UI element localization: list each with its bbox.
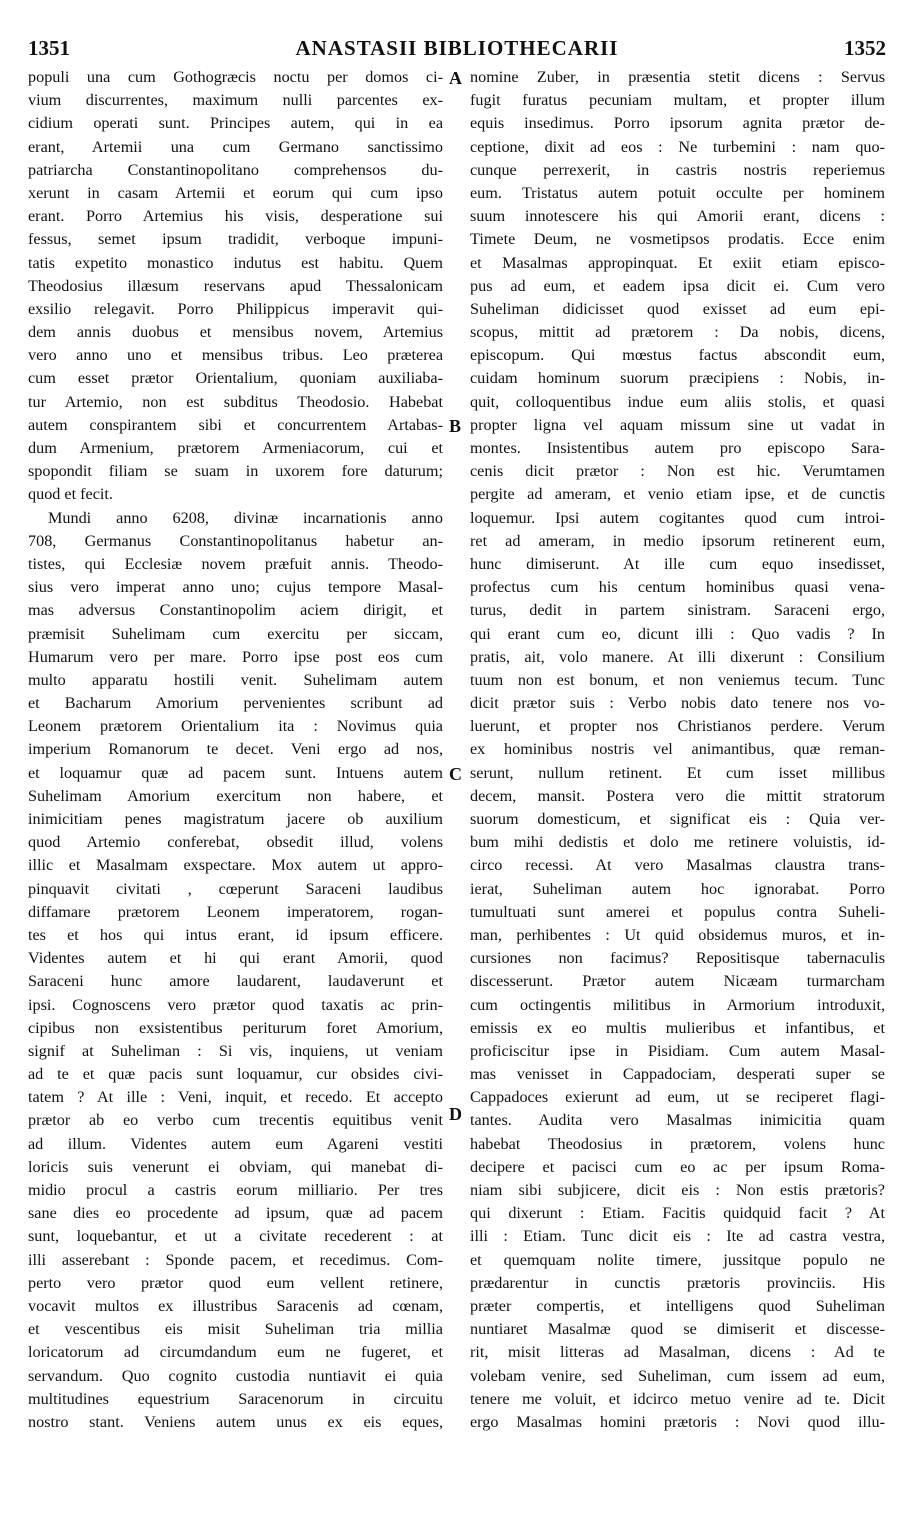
text-line: turus, dedit in partem sinistram. Saraceni ergo, xyxy=(470,601,885,620)
text-line: Cappadoces exierunt ad eum, ut se reciperet flagi- xyxy=(470,1088,885,1107)
text-line: multitudines equestrium Saracenorum in circuitu xyxy=(28,1389,443,1408)
text-line: dem annis duobus et mensibus novem, Artemius xyxy=(28,323,443,342)
text-line: tatem ? At ille : Veni, inquit, et recedo. Et accepto xyxy=(28,1088,443,1107)
text-line: nostro stant. Veniens autem unus ex eis eques, xyxy=(28,1412,443,1431)
text-line: erant. Porro Artemius his visis, desperatione sui xyxy=(28,207,443,226)
text-line: patriarcha Constantinopolitano comprehensos du- xyxy=(28,160,443,179)
text-line: imperium Romanorum te decet. Veni ergo ad nos, xyxy=(28,740,443,759)
text-line: suorum domesticum, et significat eis : Quia ver- xyxy=(470,810,885,828)
text-line: serunt, nullum retinent. Et cum isset millibus xyxy=(470,763,885,782)
text-line: hunc dimiserunt. At ille cum equo insedisset, xyxy=(470,554,885,573)
text-line: cidium operati sunt. Principes autem, qui in ea xyxy=(28,114,443,133)
text-line: loquemur. Ipsi autem cogitantes quod cum introi- xyxy=(470,508,885,527)
text-line: signif at Suheliman : Si vis, inquiens, ut veniam xyxy=(28,1041,443,1060)
text-line: Saraceni hunc amore laudarent, laudaverunt et xyxy=(28,972,443,991)
text-line: et Bacharum Amorium pervenientes scribunt ad xyxy=(28,694,443,713)
text-line: Timete Deum, ne vosmetipsos prodatis. Ecce enim xyxy=(470,230,885,249)
text-line: prædarentur in cunctis prætoris provinciis. His xyxy=(470,1273,885,1292)
text-line: bum mihi dedistis et dolo me retinere voluistis, id- xyxy=(470,833,885,852)
text-line: illi asserebant : Sponde pacem, et recedimus. Com- xyxy=(28,1250,443,1269)
text-line: equis insedimus. Porro ipsorum agnita prætor de- xyxy=(470,114,885,133)
text-line: episcopum. Qui mœstus factus abscondit eum, xyxy=(470,346,885,365)
text-line: propter ligna vel aquam missum sine ut vadat in xyxy=(470,415,885,434)
text-line: præter compertis, et intelligens quod Suheliman xyxy=(470,1296,885,1315)
text-line: ad te et quæ pacis sunt loquamur, cur obsides civi- xyxy=(28,1065,443,1084)
text-line: Theodosius illæsum reservans apud Thessalonicam xyxy=(28,276,443,295)
text-line: Suheliman didicisset quod exisset ad eum epi- xyxy=(470,299,885,318)
text-line: servandum. Quo cognito custodia nuntiavit ei quia xyxy=(28,1366,443,1385)
text-line: montes. Insistentibus autem pro episcopo Sara- xyxy=(470,439,885,457)
text-line: qui dixerunt : Etiam. Facitis quidquid facit ? At xyxy=(470,1204,885,1223)
margin-marker-a: A xyxy=(449,68,462,88)
text-line: perto vero prætor quod eum vellent retinere, xyxy=(28,1273,443,1292)
text-line: luerunt, et propter nos Christianos perdere. Verum xyxy=(470,717,885,736)
text-line: pergite ad ameram, et venio etiam ipse, et de cunctis xyxy=(470,485,885,504)
text-line: pus ad eum, et eadem ipsa dicit ei. Cum vero xyxy=(470,276,885,295)
text-line: cuidam hominum suorum præcipiens : Nobis, in- xyxy=(470,369,885,388)
text-line: Humarum vero per mare. Porro ipse post eos cum xyxy=(28,647,443,666)
text-line: loricis suis venerunt ei obviam, qui manebat di- xyxy=(28,1157,443,1176)
text-line: erant, Artemii una cum Germano sanctissimo xyxy=(28,137,443,156)
text-line: et loquamur quæ ad pacem sunt. Intuens autem xyxy=(28,763,443,782)
text-line: midio procul a castris eorum milliario. Per tres xyxy=(28,1181,443,1199)
running-title: ANASTASII BIBLIOTHECARII xyxy=(295,36,619,60)
text-line: quit, colloquentibus indue eum aliis stolis, et quasi xyxy=(470,392,885,411)
text-line: tumultuati sunt amerei et populus contra Suheli- xyxy=(470,902,885,921)
left-page-number: 1351 xyxy=(28,36,70,60)
text-line: cenis dicit prætor : Non est hic. Verumtamen xyxy=(470,462,885,481)
text-line: emissis ex eo multis mulieribus et infantibus, et xyxy=(470,1018,885,1037)
text-line: suum innotescere his qui Amorii erant, dicens : xyxy=(470,207,885,226)
text-line: dum Armenium, prætorem Armeniacorum, cui et xyxy=(28,439,443,457)
text-line: rit, misit litteras ad Masalman, dicens : Ad te xyxy=(470,1343,885,1362)
text-line: proficiscitur ipse in Pisidiam. Cum autem Masal- xyxy=(470,1041,885,1060)
text-line: profectus cum his centum hominibus quasi vena- xyxy=(470,578,885,597)
text-line: nuntiaret Masalmæ quod se dimiserit et discesse- xyxy=(470,1320,885,1339)
text-line: mas venisset in Cappadociam, desperati super se xyxy=(470,1065,885,1084)
text-line: ceptione, dixit ad eos : Ne turbemini : nam quo- xyxy=(470,137,885,156)
margin-marker-b: B xyxy=(449,416,462,436)
text-line: pratis, ait, volo manere. At illi dixerunt : Consilium xyxy=(470,647,885,666)
text-line: tuum non est bonum, et non veniemus tecum. Tunc xyxy=(470,670,885,689)
text-line: tur Artemio, non est subditus Theodosio. Habebat xyxy=(28,392,443,411)
text-line: præmisit Suhelimam cum exercitu per siccam, xyxy=(28,624,443,643)
text-line: volebam venire, sed Suheliman, cum issem ad eum, xyxy=(470,1366,885,1385)
text-line: ad illum. Videntes autem eum Agareni vestiti xyxy=(28,1134,443,1153)
text-line: sius vero imperat anno uno; cujus tempore Masal- xyxy=(28,578,443,597)
text-line: mas adversus Constantinopolim aciem dirigit, et xyxy=(28,601,443,620)
text-line: decipere et pacisci cum eo ac per ipsum Roma- xyxy=(470,1157,885,1176)
text-line: sane dies eo procedente ad ipsum, quæ ad pacem xyxy=(28,1204,443,1223)
text-line: illic et Masalmam exspectare. Mox autem ut appro- xyxy=(28,856,443,875)
text-line: cursiones non facimus? Repositisque tabernaculis xyxy=(470,949,885,968)
text-line: qui erant cum eo, dicunt illi : Quo vadis ? In xyxy=(470,624,885,643)
text-line: circo recessi. At vero Masalmas claustra trans- xyxy=(470,856,885,875)
text-line: man, perhibentes : Ut quid obsidemus muros, et in- xyxy=(470,925,885,944)
text-line: tantes. Audita vero Masalmas inimicitia quam xyxy=(470,1111,885,1130)
text-line: ergo Masalmas homini prætoris : Novi quod illu- xyxy=(470,1412,885,1431)
text-line: et quemquam nolite timere, jussitque populo ne xyxy=(470,1250,885,1269)
text-line: Leonem prætorem Orientalium ita : Novimus quia xyxy=(28,717,443,736)
text-line: tes et hos qui intus erant, id ipsum efficere. xyxy=(28,925,443,944)
right-page-number: 1352 xyxy=(844,36,886,60)
text-line: illi : Etiam. Tunc dicit eis : Ite ad castra vestra, xyxy=(470,1227,885,1246)
text-line: Videntes autem et hi qui erant Amorii, quod xyxy=(28,949,443,968)
right-text-column xyxy=(470,66,885,1434)
page-header xyxy=(28,36,886,66)
text-line: fugit furatus pecuniam multam, et propter illum xyxy=(470,91,885,110)
left-text-column xyxy=(28,66,443,1434)
text-line: vocavit multos ex illustribus Saracenis ad cœnam, xyxy=(28,1296,443,1315)
text-line: tistes, qui Ecclesiæ novem præfuit annis. Theodo- xyxy=(28,554,443,573)
text-line: multo apparatu hostili venit. Suhelimam autem xyxy=(28,670,443,689)
text-line: fessus, semet ipsum tradidit, verboque impuni- xyxy=(28,230,443,249)
text-line: spopondit filiam se suam in uxorem fore daturum; xyxy=(28,462,443,481)
text-line: exsilio relegavit. Porro Philippicus imperavit qui- xyxy=(28,299,443,318)
text-line: autem conspirantem sibi et concurrentem Artabas- xyxy=(28,415,443,434)
text-line: eum. Tristatus autem potuit occulte per hominem xyxy=(470,183,885,202)
text-line: prætor ab eo verbo cum trecentis equitibus venit xyxy=(28,1111,443,1130)
text-line: decem, mansit. Postera vero die mittit stratorum xyxy=(470,786,885,805)
text-line: populi una cum Gothogræcis noctu per domos ci- xyxy=(28,68,443,86)
text-line: pinquavit civitati , cœperunt Saraceni laudibus xyxy=(28,879,443,898)
text-line: Suhelimam Amorium exercitum non habere, et xyxy=(28,786,443,805)
text-line: diffamare prætorem Leonem imperatorem, rogan- xyxy=(28,902,443,921)
text-line: dicit prætor suis : Verbo nobis dato tenere nos vo- xyxy=(470,694,885,713)
text-line: et vescentibus eis misit Suheliman tria millia xyxy=(28,1320,443,1339)
text-line: ret ad ameram, in medio ipsorum retinerent eum, xyxy=(470,531,885,550)
text-line: ex hominibus nostris vel animantibus, quæ reman- xyxy=(470,740,885,759)
text-line: ipsi. Cognoscens vero prætor quod taxatis ac prin- xyxy=(28,995,443,1014)
text-line: cunque perrexerit, in castris nostris reperiemus xyxy=(470,160,885,179)
text-line: tenere me voluit, et idcirco metuo venire ad te. Dicit xyxy=(470,1389,885,1408)
margin-marker-c: C xyxy=(449,764,462,784)
text-line: quod et fecit. xyxy=(28,485,113,504)
text-line: scopus, mittit ad prætorem : Da nobis, dicens, xyxy=(470,323,885,342)
text-line: niam sibi subjicere, dicit eis : Non estis prætoris? xyxy=(470,1181,885,1199)
margin-marker-d: D xyxy=(449,1104,462,1124)
text-line: inimicitiam penes magistratum jacere ob auxilium xyxy=(28,810,443,828)
text-line: cipibus non exsistentibus periturum foret Amorium, xyxy=(28,1018,443,1037)
text-line: xerunt in casam Artemii et eorum qui cum ipso xyxy=(28,183,443,202)
text-line: ierat, Suheliman autem hoc ignorabat. Porro xyxy=(470,879,885,898)
text-line: et Masalmas appropinquat. Et exiit etiam episco- xyxy=(470,253,885,272)
text-line: cum octingentis militibus in Armorium introduxit, xyxy=(470,995,885,1014)
text-line: 708, Germanus Constantinopolitanus habetur an- xyxy=(28,531,443,550)
text-line: vero anno uno et mensibus tribus. Leo præterea xyxy=(28,346,443,365)
text-line: habebat Theodosius in prætorem, volens hunc xyxy=(470,1134,885,1153)
text-line: nomine Zuber, in præsentia stetit dicens : Servus xyxy=(470,68,885,86)
text-line: vium discurrentes, maximum nulli parcentes ex- xyxy=(28,91,443,110)
text-line: Mundi anno 6208, divinæ incarnationis anno xyxy=(48,508,443,527)
text-line: sunt, loquebantur, et ut a civitate recederent : at xyxy=(28,1227,443,1246)
text-line: quod Artemio conferebat, obsedit illud, volens xyxy=(28,833,443,852)
text-line: loricatorum ad circumdandum eum ne fugeret, et xyxy=(28,1343,443,1362)
text-line: tatis expetito monastico indutus est habitu. Quem xyxy=(28,253,443,272)
text-line: discesserunt. Prætor autem Nicæam turmarcham xyxy=(470,972,885,991)
text-line: cum esset prætor Orientalium, quoniam auxiliaba- xyxy=(28,369,443,388)
